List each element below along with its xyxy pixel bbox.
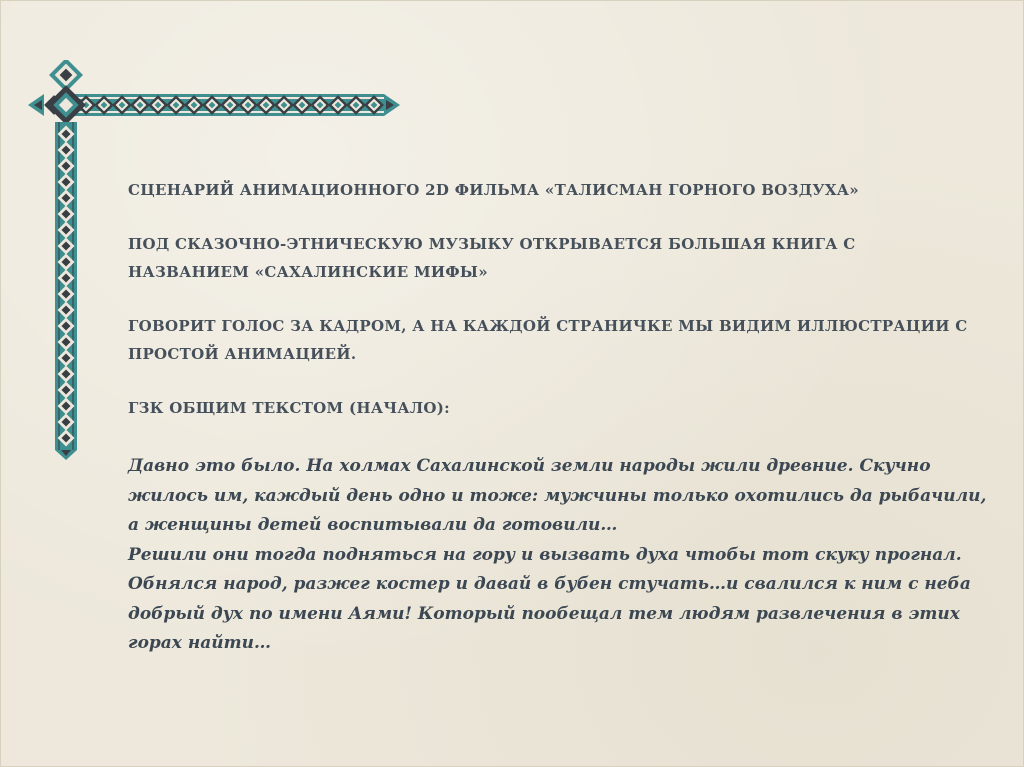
ornament-horizontal-band: [74, 94, 400, 116]
story-line: а женщины детей воспитывали да готовили…: [128, 515, 618, 535]
story-line: горах найти…: [128, 633, 271, 653]
scene-intro: ПОД СКАЗОЧНО-ЭТНИЧЕСКУЮ МУЗЫКУ ОТКРЫВАЕТСЯ БОЛЬШАЯ КНИГА С НАЗВАНИЕМ «САХАЛИНСКИЕ МИФЫ»: [128, 235, 856, 281]
narration-note: ГОВОРИТ ГОЛОС ЗА КАДРОМ, А НА КАЖДОЙ СТРАНИЧКЕ МЫ ВИДИМ ИЛЛЮСТРАЦИИ С ПРОСТОЙ АНИМАЦИЕЙ.: [128, 317, 968, 363]
story-text: [128, 452, 987, 659]
script-title: СЦЕНАРИЙ АНИМАЦИОННОГО 2D ФИЛЬМА «ТАЛИСМАН ГОРНОГО ВОЗДУХА»: [128, 181, 859, 199]
ornament-vertical-band: [55, 122, 77, 460]
ornament-center-cross: [46, 85, 86, 125]
story-line: Обнялся народ, разжег костер и давай в бубен стучать…и свалился к ним с неба: [128, 574, 971, 594]
story-line: жилось им, каждый день одно и тоже: мужчины только охотились да рыбачили,: [128, 485, 987, 506]
story-line: добрый дух по имени Аями! Который пообещал тем людям развлечения в этих: [128, 603, 960, 624]
slide-content: [128, 176, 987, 659]
story-line: Решили они тогда подняться на гору и вызвать духа чтобы тот скуку прогнал.: [128, 544, 962, 565]
story-line: Давно это было. На холмах Сахалинской земли народы жили древние. Скучно: [128, 456, 931, 476]
voiceover-heading: ГЗК ОБЩИМ ТЕКСТОМ (НАЧАЛО):: [128, 399, 451, 417]
